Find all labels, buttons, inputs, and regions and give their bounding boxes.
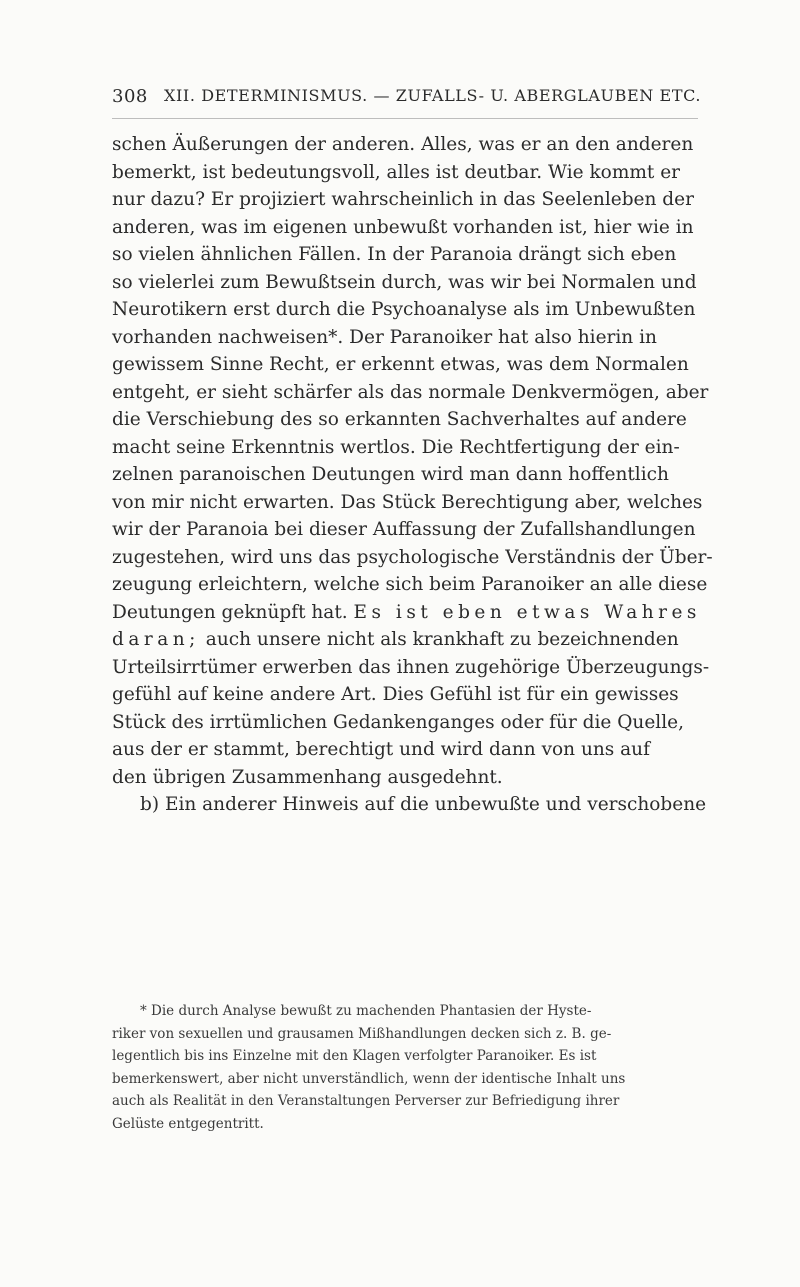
text-line: gefühl auf keine andere Art. Dies Gefühl ist für ein gewisses — [112, 684, 679, 705]
text-line: den übrigen Zusammenhang ausgedehnt. — [112, 766, 503, 788]
text-line: Urteilsirrtümer erwerben das ihnen zugehörige Überzeugungs- — [112, 656, 710, 678]
text-line: die Verschiebung des so erkannten Sachverhaltes auf andere — [112, 409, 687, 430]
text-line: zugestehen, wird uns das psychologische Verständnis der Über- — [112, 546, 713, 568]
footnote — [112, 1000, 712, 1135]
text-line: Stück des irrtümlichen Gedankenganges oder für die Quelle, — [112, 711, 684, 733]
text-line: gewissem Sinne Recht, er erkennt etwas, was dem Normalen — [112, 354, 689, 375]
header-rule — [112, 118, 698, 119]
text-line: nur dazu? Er projiziert wahrscheinlich in das Seelenleben der — [112, 189, 694, 210]
emphasized-text: Es ist eben etwas Wahres — [353, 601, 701, 623]
footnote-line: * Die durch Analyse bewußt zu machenden Phantasien der Hyste- — [140, 1003, 592, 1019]
text-line: b) Ein anderer Hinweis auf die unbewußte und verschobene — [140, 794, 707, 815]
text-line — [112, 599, 712, 627]
footnote-line: Gelüste entgegentritt. — [112, 1115, 264, 1132]
text-line: von mir nicht erwarten. Das Stück Berechtigung aber, welches — [112, 491, 703, 513]
text-line: aus der er stammt, berechtigt und wird dann von uns auf — [112, 739, 650, 760]
text-line: Neurotikern erst durch die Psychoanalyse als im Unbewußten — [112, 299, 696, 320]
text-line: so vielen ähnlichen Fällen. In der Paranoia drängt sich eben — [112, 244, 677, 265]
text-line: wir der Paranoia bei dieser Auffassung der Zufallshandlungen — [112, 519, 696, 540]
text-line: schen Äußerungen der anderen. Alles, was er an den anderen — [112, 134, 694, 155]
text-line: zeugung erleichtern, welche sich beim Paranoiker an alle diese — [112, 574, 708, 595]
page-number: 308 — [112, 86, 148, 107]
footnote-line: bemerkenswert, aber nicht unverständlich, wenn der identische Inhalt uns — [112, 1070, 626, 1087]
footnote-line: legentlich bis ins Einzelne mit den Klagen verfolgter Paranoiker. Es ist — [112, 1048, 597, 1064]
main-text — [112, 131, 712, 819]
text-line — [112, 626, 712, 654]
footnote-line: riker von sexuellen und grausamen Mißhandlungen decken sich z. B. ge- — [112, 1025, 612, 1042]
text-line: anderen, was im eigenen unbewußt vorhanden ist, hier wie in — [112, 216, 694, 238]
text-line: macht seine Erkenntnis wertlos. Die Rechtfertigung der ein- — [112, 436, 680, 458]
text-fragment: Deutungen geknüpft hat. — [112, 601, 348, 623]
text-line: bemerkt, ist bedeutungsvoll, alles ist deutbar. Wie kommt er — [112, 161, 681, 183]
text-line: vorhanden nachweisen*. Der Paranoiker hat also hierin in — [112, 326, 657, 348]
text-fragment: auch unsere nicht als krankhaft zu bezeichnenden — [205, 629, 679, 650]
text-line: entgeht, er sieht schärfer als das normale Denkvermögen, aber — [112, 381, 709, 403]
footnote-line: auch als Realität in den Veranstaltungen Perverser zur Befriedigung ihrer — [112, 1093, 620, 1109]
running-title: XII. DETERMINISMUS. — ZUFALLS- U. ABERGLAUBEN ETC. — [164, 86, 702, 105]
text-line: so vielerlei zum Bewußtsein durch, was wir bei Normalen und — [112, 271, 697, 293]
text-line: zelnen paranoischen Deutungen wird man dann hoffentlich — [112, 464, 669, 485]
page-header — [112, 86, 712, 112]
emphasized-text: daran; — [112, 629, 200, 650]
